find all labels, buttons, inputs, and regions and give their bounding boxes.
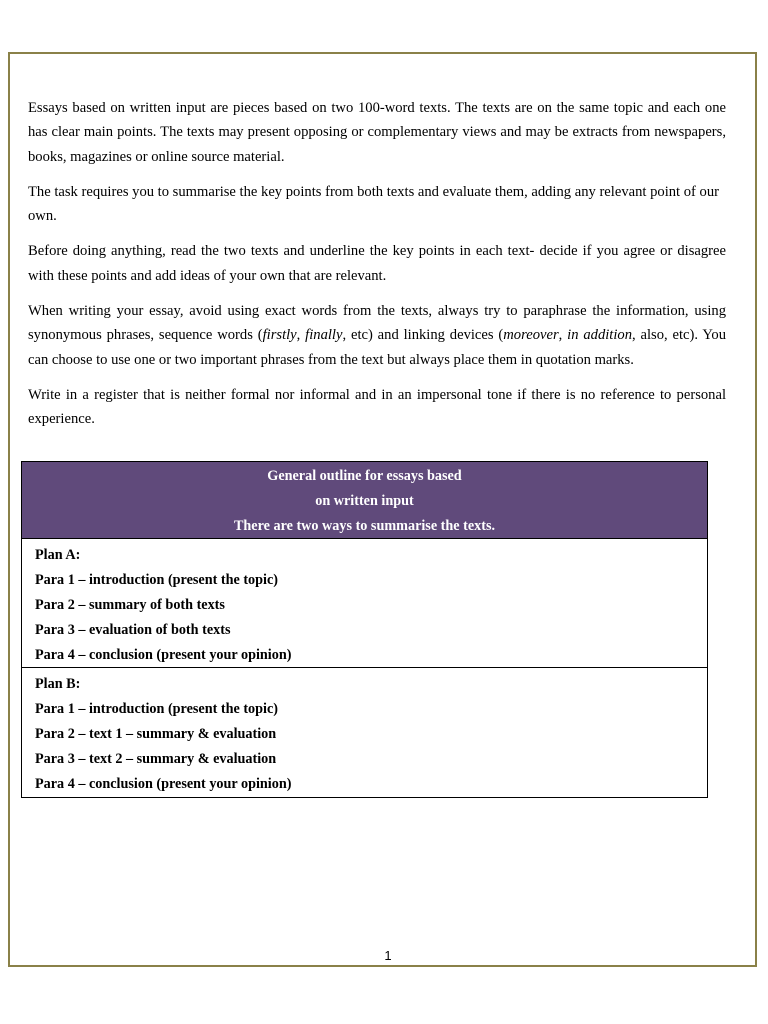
italic-finally: finally	[305, 327, 343, 344]
text-segment: , etc) and linking devices (	[342, 327, 504, 344]
text-segment: ,	[296, 327, 306, 344]
plan-b-item: Para 3 – text 2 – summary & evaluation	[35, 750, 277, 767]
paragraph-register: Write in a register that is neither formal nor informal and in an impersonal tone if there is no reference to personal experience.	[28, 386, 726, 428]
italic-firstly: firstly	[262, 327, 297, 344]
italic-moreover: moreover	[503, 327, 559, 344]
outline-header-line: General outline for essays based	[267, 468, 462, 484]
paragraph-intro: Essays based on written input are pieces based on two 100-word texts. The texts are on the same topic and each one has clear main points. The texts may present opposing or complementary views and may be extracts from newspapers, books, magazines or online source material.	[28, 100, 726, 165]
plan-a-title: Plan A:	[35, 547, 81, 563]
plan-a-item: Para 2 – summary of both texts	[35, 596, 225, 613]
paragraph-task: The task requires you to summarise the key points from both texts and evaluate them, adding any relevant point of our own.	[28, 183, 720, 225]
plan-b-title: Plan B:	[35, 676, 81, 692]
plan-a-item: Para 4 – conclusion (present your opinion)	[35, 646, 292, 663]
outline-table	[21, 461, 708, 798]
text-segment: ,	[558, 327, 568, 344]
outline-header-line: on written input	[315, 493, 414, 509]
italic-in-addition: in addition	[567, 327, 633, 344]
outline-header-line: There are two ways to summarise the texts.	[233, 518, 496, 534]
paragraph-before: Before doing anything, read the two texts and underline the key points in each text- decide if you agree or disagree with these points and add ideas of your own that are relevant.	[28, 243, 726, 284]
text-segment: , also, etc). You can choose to use one or two important phrases from the text but always place them in quotation marks.	[28, 327, 727, 368]
body-text	[28, 96, 726, 443]
paragraph-writing	[28, 299, 726, 372]
plan-b-item: Para 2 – text 1 – summary & evaluation	[35, 725, 277, 742]
page-number: 1	[384, 948, 392, 963]
outline-header	[22, 462, 707, 538]
plan-a-item: Para 1 – introduction (present the topic)	[35, 571, 279, 588]
plan-b-cell	[22, 667, 707, 797]
text-segment: When writing your essay, avoid using exact words from the texts, always try to paraphrase the information, using synonymous phrases, sequence words (	[28, 303, 726, 344]
plan-b-item: Para 1 – introduction (present the topic)	[35, 700, 279, 717]
plan-b-item: Para 4 – conclusion (present your opinion)	[35, 775, 292, 792]
plan-a-cell	[22, 538, 707, 667]
plan-a-item: Para 3 – evaluation of both texts	[35, 621, 231, 638]
